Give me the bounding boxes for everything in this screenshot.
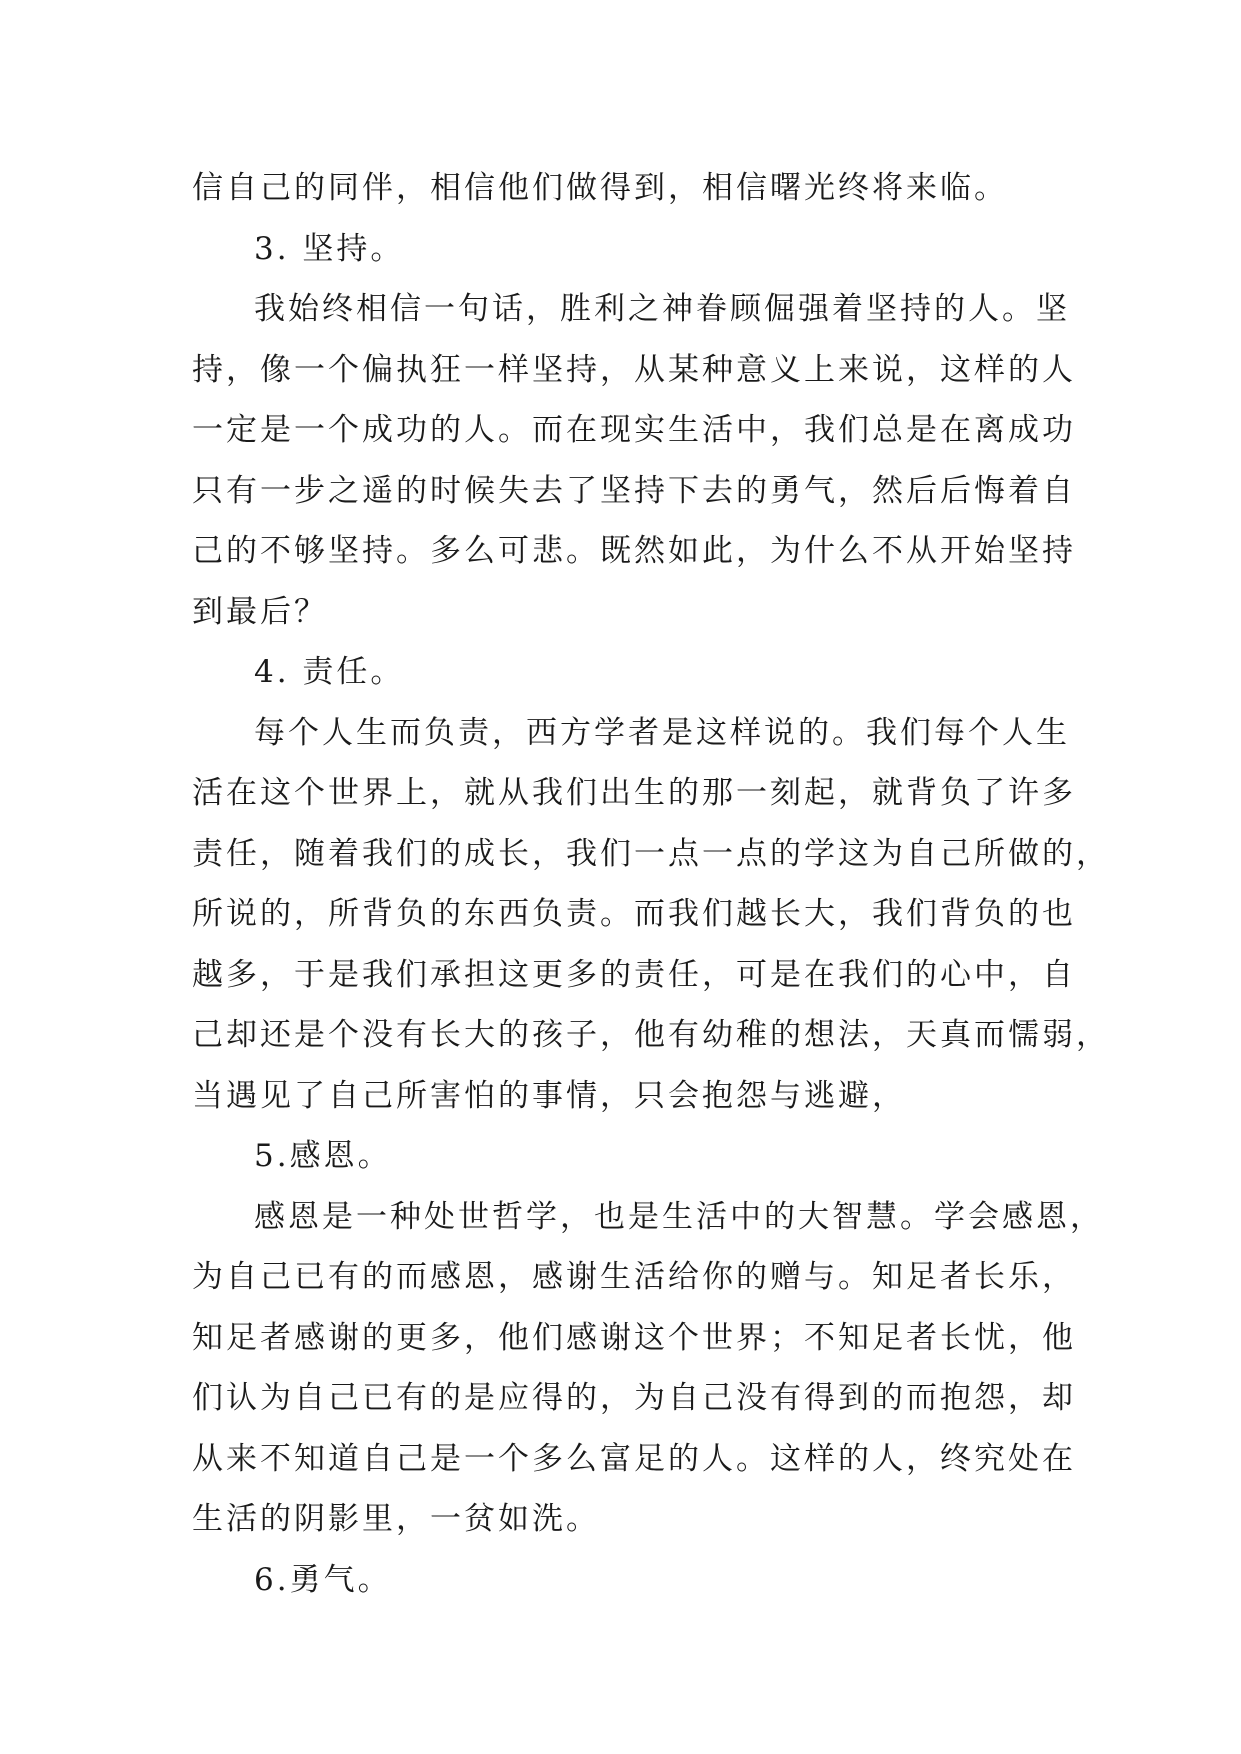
paragraph-line: 从来不知道自己是一个多么富足的人。这样的人，终究处在 (192, 1440, 1076, 1477)
paragraph-line: 感恩是一种处世哲学，也是生活中的大智慧。学会感恩， (254, 1198, 1104, 1235)
paragraph-line: 只有一步之遥的时候失去了坚持下去的勇气，然后后悔着自 (192, 472, 1076, 509)
paragraph-line: 当遇见了自己所害怕的事情，只会抱怨与逃避， (192, 1077, 906, 1114)
paragraph-line: 们认为自己已有的是应得的，为自己没有得到的而抱怨，却 (192, 1380, 1076, 1416)
paragraph-line: 活在这个世界上，就从我们出生的那一刻起，就背负了许多 (192, 775, 1076, 811)
paragraph-line: 一定是一个成功的人。而在现实生活中，我们总是在离成功 (192, 412, 1076, 448)
paragraph-line: 己的不够坚持。多么可悲。既然如此，为什么不从开始坚持 (192, 533, 1076, 569)
paragraph-line: 我始终相信一句话，胜利之神眷顾倔强着坚持的人。坚 (254, 291, 1070, 327)
section-heading-gratitude: 5.感恩。 (254, 1138, 392, 1174)
paragraph-line: 知足者感谢的更多，他们感谢这个世界；不知足者长忧，他 (192, 1319, 1076, 1356)
paragraph-line: 信自己的同伴，相信他们做得到，相信曙光终将来临。 (192, 170, 1008, 206)
paragraph-line: 为自己已有的而感恩，感谢生活给你的赠与。知足者长乐， (192, 1259, 1076, 1295)
paragraph-line: 持，像一个偏执狂一样坚持，从某种意义上来说，这样的人 (192, 351, 1076, 388)
section-heading-courage: 6.勇气。 (254, 1561, 392, 1598)
paragraph-line: 到最后？ (192, 593, 328, 630)
paragraph-line: 每个人生而负责，西方学者是这样说的。我们每个人生 (254, 714, 1070, 751)
paragraph-line: 生活的阴影里，一贫如洗。 (192, 1501, 600, 1537)
section-heading-responsibility: 4. 责任。 (254, 654, 405, 690)
section-heading-persistence: 3. 坚持。 (254, 230, 405, 267)
paragraph-line: 责任，随着我们的成长，我们一点一点的学这为自己所做的， (192, 835, 1110, 872)
body-text (192, 158, 1110, 1610)
paragraph-line: 己却还是个没有长大的孩子，他有幼稚的想法，天真而懦弱， (192, 1017, 1110, 1053)
paragraph-line: 所说的，所背负的东西负责。而我们越长大，我们背负的也 (192, 896, 1076, 932)
paragraph-line: 越多，于是我们承担这更多的责任，可是在我们的心中，自 (192, 956, 1076, 993)
